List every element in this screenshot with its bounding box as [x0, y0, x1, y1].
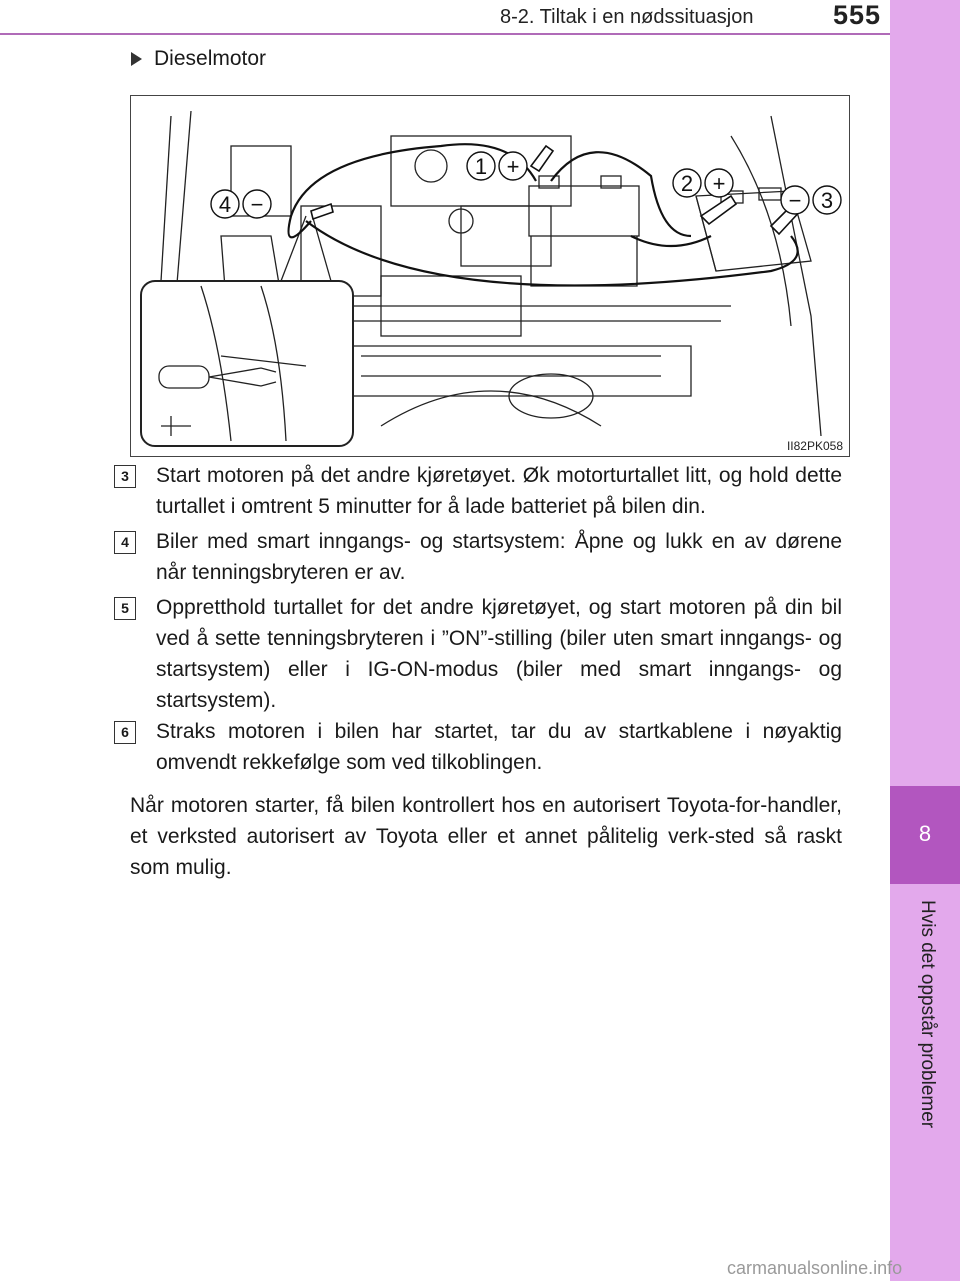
step-number: 5	[114, 597, 136, 620]
step-text: Start motoren på det andre kjøretøyet. Øk motorturtallet litt, og hold dette turtallet i omtrent 5 minutter for å lade batteriet på bilen din.	[156, 464, 842, 518]
engine-bay-figure	[130, 95, 850, 457]
step-4	[114, 526, 842, 588]
step-text: Oppretthold turtallet for det andre kjøretøyet, og start motoren på din bil ved å sette tenningsbryteren i ”ON”-stilling (biler uten smart inngangs- og startsystem) eller i IG-ON-modus (biler med smart inngangs- og startsystem).	[156, 596, 842, 712]
callout-1: 1	[474, 154, 488, 179]
chapter-number: 8	[918, 821, 932, 846]
step-text: Straks motoren i bilen har startet, tar du av startkablene i nøyaktig omvendt rekkefølge som ved tilkoblingen.	[156, 720, 842, 774]
bullet-label: Dieselmotor	[154, 47, 267, 70]
bullet-heading	[131, 47, 266, 71]
minus-sign-4: −	[250, 192, 264, 217]
chapter-title: Hvis det oppstår problemer	[917, 900, 938, 1129]
engine-bay-jumper-cables-illustration	[131, 96, 849, 456]
header-divider	[0, 33, 890, 35]
step-text: Biler med smart inngangs- og startsystem: Åpne og lukk en av dørene når tenningsbryteren er av.	[156, 530, 842, 584]
callout-2: 2	[680, 171, 694, 196]
step-number: 6	[114, 721, 136, 744]
watermark: carmanualsonline.info	[727, 1258, 903, 1278]
callout-3: 3	[820, 188, 834, 213]
page-number: 555	[833, 0, 882, 30]
plus-sign-1: +	[506, 154, 520, 179]
closing-paragraph: Når motoren starter, få bilen kontrollert hos en autorisert Toyota-for-handler, et verksted autorisert av Toyota eller et annet pålitelig verk-sted så raskt som mulig.	[130, 794, 842, 879]
callout-4: 4	[218, 192, 232, 217]
step-3	[114, 460, 842, 522]
step-5	[114, 592, 842, 716]
section-title: 8-2. Tiltak i en nødssituasjon	[500, 6, 754, 28]
figure-code: II82PK058	[786, 439, 843, 453]
step-number: 4	[114, 531, 136, 554]
triangle-bullet-icon	[131, 52, 142, 66]
plus-sign-2: +	[712, 171, 726, 196]
step-number: 3	[114, 465, 136, 488]
minus-sign-3: −	[788, 188, 802, 213]
step-6	[114, 716, 842, 778]
